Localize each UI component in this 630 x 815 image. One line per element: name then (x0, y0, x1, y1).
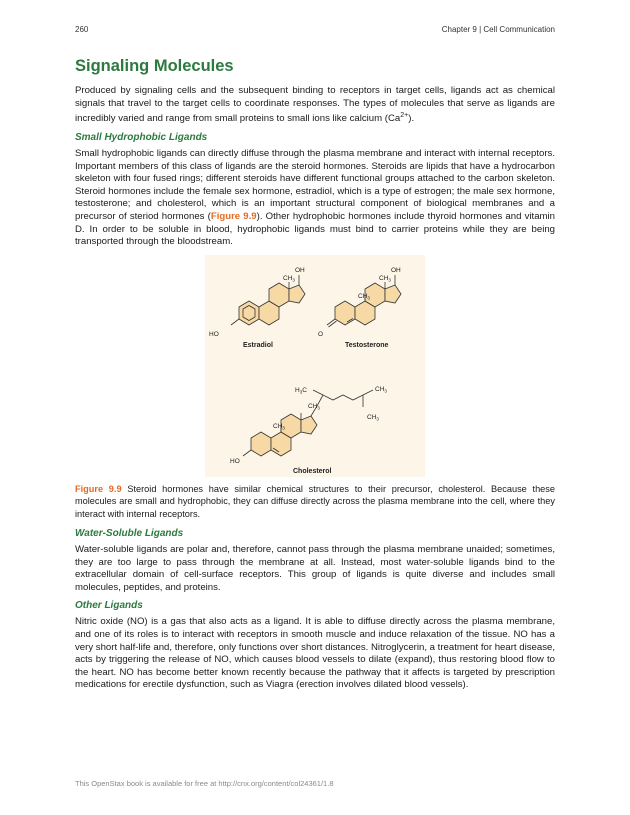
intro-paragraph: Produced by signaling cells and the subsequent binding to receptors in target cells, ligands act as chemical signals that travel to the target cells to coordinate responses. The types of molecules that serve as ligands are incredibly varied and range from small proteins to small ions like calcium $(Ca^{2+})$. (75, 85, 555, 125)
svg-text:HO: HO (230, 457, 240, 465)
section-title: Signaling Molecules (75, 57, 234, 75)
heading-other-ligands: Other Ligands (75, 600, 143, 612)
svg-text:HO: HO (209, 330, 219, 338)
footer: This OpenStax book is available for free at http://cnx.org/content/col24361/1.8 (75, 779, 334, 788)
figure-link[interactable]: Figure 9.9 (210, 210, 257, 222)
svg-text:CH3: $CH_3$ (283, 274, 295, 283)
svg-text:CH3: $CH_3$ (308, 402, 320, 411)
other-ligands-paragraph: Nitric oxide (NO) is a gas that also acts as a ligand. It is able to diffuse directly across the plasma membrane, and one of its roles is to interact with receptors in smooth muscle and induce relaxation of the tissue. NO has a very short half-life and, therefore, only functions over short distances. Nitroglycerin, a treatment for heart disease, acts by triggering the release of NO, which causes blood vessels to dilate (expand), thus restoring blood flow to the heart. NO has become better known recently because the pathway that it affects is targeted by prescription medications for erectile dysfunction, such as Viagra (erection involves dilated blood vessels). (75, 616, 555, 691)
heading-small-hydrophobic: Small Hydrophobic Ligands (75, 131, 208, 143)
chapter-header: Chapter 9 | Cell Communication (441, 25, 555, 34)
small-hydrophobic-paragraph: Small hydrophobic ligands can directly diffuse through the plasma membrane and interact with internal receptors. Important members of this class of ligands are the steroid hormones. Steroids are lipids that have a hydrocarbon skeleton with four fused rings; different steroids have different functional groups attached to the carbon skeleton. Steroid hormones include the female sex hormone, estradiol, which is a type of estrogen; the male sex hormone, testosterone; and cholesterol, which is an important structural component of biological membranes and a precursor of steriod hormones (Figure 9.9). Other hydrophobic hormones include thyroid hormones and vitamin D. In order to be soluble in blood, hydrophobic ligands must bind to carrier proteins while they are being transported through the bloodstream. (75, 147, 555, 248)
svg-text:CH3: $CH_3$ (375, 385, 387, 394)
svg-text:CH3: $CH_3$ (273, 422, 285, 431)
page-content (75, 57, 555, 698)
estradiol-ring-d (289, 285, 305, 303)
estradiol-label: Estradiol (243, 341, 273, 349)
svg-text:OH: OH (391, 266, 401, 274)
page-number: 260 (75, 25, 89, 34)
testosterone-label: Testosterone (345, 341, 389, 349)
testosterone-ring-a (335, 301, 355, 325)
svg-text:O: O (318, 330, 324, 338)
testosterone-ring-d (385, 285, 401, 303)
svg-text:H3C: $H_3C$ (295, 386, 307, 395)
cholesterol-ring-a (251, 432, 271, 456)
steroid-structures-figure (205, 255, 425, 477)
svg-text:OH: OH (295, 266, 305, 274)
water-soluble-paragraph: Water-soluble ligands are polar and, therefore, cannot pass through the plasma membrane unaided; sometimes, they are too large to pass through the membrane at all. Instead, most water-soluble ligands bind to the extracellular domain of cell-surface receptors. This group of ligands is quite diverse and includes small molecules, peptides, and proteins. (75, 543, 555, 593)
svg-text:CH3: $CH_3$ (379, 274, 391, 283)
cholesterol-label: Cholesterol (293, 467, 332, 475)
figure-caption: Figure 9.9 Steroid hormones have similar chemical structures to their precursor, cholesterol. Because these molecules are small and hydrophobic, they can diffuse directly across the plasma membrane into the cell, where they interact with internal receptors. (75, 483, 555, 519)
svg-text:CH3: $CH_3$ (358, 292, 370, 301)
cholesterol-ring-d (301, 416, 317, 434)
heading-water-soluble: Water-Soluble Ligands (75, 527, 184, 539)
estradiol-ring-a (239, 301, 259, 325)
svg-text:CH3: $CH_3$ (367, 413, 379, 422)
